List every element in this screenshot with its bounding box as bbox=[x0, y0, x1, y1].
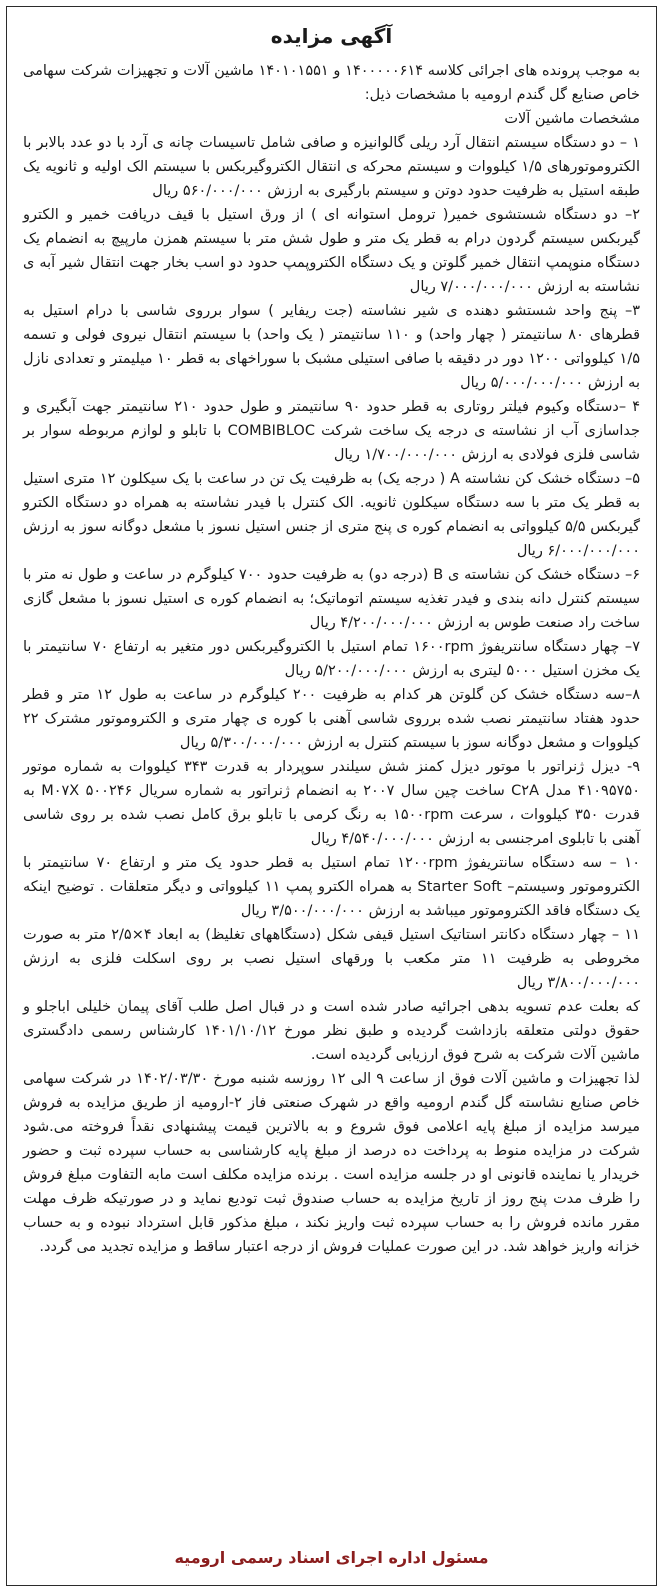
item-5-paragraph: ۵– دستگاه خشک کن نشاسته A ( درجه یک) به ظرفیت یک تن در ساعت با یک سیکلون ۱۲ متری استیل به قطر یک متر با سه دستگاه سیکلون ثانویه. الک کنترل با فیدر نشاسته به همراه دو دستگاه الکترو گیربکس ۵/۵ کیلوواتی به انضمام کوره ی پنج متری از جنس استیل نسوز با مشعل دوگانه سوز به ارزش ۶/۰۰۰/۰۰۰/۰۰۰ ریال bbox=[23, 471, 641, 559]
item-7-paragraph: ۷– چهار دستگاه سانتریفوژ ۱۶۰۰rpm تمام استیل با الکتروگیربکس دور متغیر به ارتفاع ۷۰ سانتیمتر با یک مخزن استیل ۵۰۰۰ لیتری به ارزش ۵/۲۰۰/۰۰۰/۰۰۰ ریال bbox=[23, 639, 640, 679]
item-9-paragraph: ۹- دیزل ژنراتور با موتور دیزل کمنز شش سیلندر سوپردار به قدرت ۳۴۳ کیلووات به شماره موتور ۴۱۰۹۵۷۵۰ مدل C۲A ساخت چین سال ۲۰۰۷ به انضمام ژنراتور به شماره سریال ۵۰۰۲۴۶ M۰۷X به قدرت ۳۵۰ کیلووات ، سرعت ۱۵۰۰rpm به رنگ کرمی با تابلو برق کامل نصب شده بر روی شاسی آهنی با تابلوی امرجنسی به ارزش ۴/۵۴۰/۰۰۰/۰۰۰ ریال bbox=[23, 759, 640, 847]
specs-heading: مشخصات ماشین آلات bbox=[504, 111, 640, 127]
closing-paragraph-terms: لذا تجهیزات و ماشین آلات فوق از ساعت ۹ الی ۱۲ روزسه شنبه مورخ ۱۴۰۲/۰۳/۳۰ در شرکت سهامی خاص صنایع نشاسته گل گندم ارومیه واقع در شهرک صنعتی فاز ۲-ارومیه از طریق مزایده به فروش میرسد مزایده از مبلغ پایه اعلامی فوق شروع و به بالاترین قیمت پیشنهادی نقداً فروخته می.شود شرکت در مزایده منوط به پرداخت ده درصد از مبلغ پایه کارشناسی به حساب سپرده ثبت و حضور خریدار یا نماینده قانونی او در جلسه مزایده است . برنده مزایده مکلف است مابه التفاوت مبلغ فروش را ظرف مدت پنج روز از تاریخ مزایده به حساب صندوق ثبت تودیع نماید و در صورتیکه ظرف مهلت مقرر مانده فروش را به حساب سپرده ثبت واریز نکند ، مبلغ مذکور قابل استرداد نبوده و به حساب خزانه واریز خواهد شد. در این صورت عملیات فروش از درجه اعتبار ساقط و مزایده تجدید می گردد. bbox=[23, 1071, 640, 1255]
item-2-paragraph: ۲– دو دستگاه شستشوی خمیر( ترومل استوانه ای ) از ورق استیل با قیف دریافت خمیر و الکترو گیربکس سیستم گردون درام به قطر یک متر و طول شش متر با سیستم همزن مارپیچ به انضمام یک دستگاه منوپمپ انتقال خمیر گلوتن و یک دستگاه الکتروپمپ حدود دو اسب بخار جهت انتقال شیر آبه ی نشاسته به ارزش ۷/۰۰۰/۰۰۰/۰۰۰ ریال bbox=[23, 207, 640, 295]
item-3-paragraph: ۳– پنج واحد شستشو دهنده ی شیر نشاسته (جت ریفایر ) سوار برروی شاسی با درام استیل به قطرهای ۸۰ سانتیمتر ( چهار واحد) و ۱۱۰ سانتیمتر ( یک واحد) با سیستم انتقال نیروی فولی و تسمه ۱/۵ کیلوواتی ۱۲۰۰ دور در دقیقه با صافی استیلی مشبک با سوراخهای به قطر ۱۰ میلیمتر و تعدادی نازل به ارزش ۵/۰۰۰/۰۰۰/۰۰۰ ریال bbox=[23, 303, 640, 391]
page-title: آگهی مزایده bbox=[270, 24, 393, 48]
machinery-list bbox=[23, 131, 640, 995]
item-1-paragraph: ۱ – دو دستگاه سیستم انتقال آرد ریلی گالوانیزه و صافی شامل تاسیسات چانه ی آرد با دو عدد بالابر با الکتروموتورهای ۱/۵ کیلووات و سیستم محرکه ی انتقال الکتروگیربکس با سیستم الک اولیه و ثانویه یک طبقه استیل به ظرفیت حدود دوتن و سیستم بارگیری به ارزش ۵۶۰/۰۰۰/۰۰۰ ریال bbox=[23, 135, 640, 199]
item-4-paragraph: ۴ –دستگاه وکیوم فیلتر روتاری به قطر حدود ۹۰ سانتیمتر و طول حدود ۲۱۰ سانتیمتر جهت آبگیری و جداسازی آب از نشاسته ی درجه یک ساخت شرکت COMBIBLOC با تابلو و لوازم مربوطه سوار بر شاسی فلزی فولادی به ارزش ۱/۷۰۰/۰۰۰/۰۰۰ ریال bbox=[23, 399, 640, 463]
item-8-paragraph: ۸–سه دستگاه خشک کن گلوتن هر کدام به ظرفیت ۲۰۰ کیلوگرم در ساعت به طول ۱۲ متر و قطر حدود هفتاد سانتیمتر نصب شده برروی شاسی آهنی با کوره ی چهار متری و الکتروموتور مشترک ۲۲ کیلووات و مشعل دوگانه سوز با سیستم کنترل به ارزش ۵/۳۰۰/۰۰۰/۰۰۰ ریال bbox=[23, 687, 640, 751]
item-6-paragraph: ۶– دستگاه خشک کن نشاسته ی B (درجه دو) به ظرفیت حدود ۷۰۰ کیلوگرم در ساعت و طول نه متر با سیستم کنترل دانه بندی و فیدر تغذیه سیستم اتوماتیک؛ به انضمام کوره ی استیل نسوز با مشعل گازی ساخت راد صنعت طوس به ارزش ۴/۲۰۰/۰۰۰/۰۰۰ ریال bbox=[23, 567, 640, 631]
signature: مسئول اداره اجرای اسناد رسمی ارومیه bbox=[174, 1548, 489, 1567]
closing-paragraph-legal: که بعلت عدم تسویه بدهی اجرائیه صادر شده است و در قبال اصل طلب آقای پیمان خلیلی اباجلو و حقوق دولتی متعلقه بازداشت گردیده و طبق نظر مورخ ۱۴۰۱/۱۰/۱۲ کارشناس رسمی دادگستری ماشین آلات شرکت به شرح فوق ارزیابی گردیده است. bbox=[23, 999, 641, 1063]
item-10-paragraph: ۱۰ – سه دستگاه سانتریفوژ ۱۲۰۰rpm تمام استیل به قطر حدود یک متر و ارتفاع ۷۰ سانتیمتر با الکتروموتور وسیستم– Starter Soft به همراه الکترو پمپ ۱۱ کیلوواتی و دیگر متعلقات . توضیح اینکه یک دستگاه فاقد الکتروموتور میباشد به ارزش ۳/۵۰۰/۰۰۰/۰۰۰ ریال bbox=[23, 855, 641, 919]
intro-paragraph: به موجب پرونده های اجرائی کلاسه ۱۴۰۰۰۰۰۶۱۴ و ۱۴۰۱۰۱۵۵۱ ماشین آلات و تجهیزات شرکت سهامی خاص صنایع گل گندم ارومیه با مشخصات ذیل: bbox=[23, 63, 640, 103]
item-11-paragraph: ۱۱ – چهار دستگاه دکانتر استاتیک استیل قیفی شکل (دستگاههای تغلیظ) به ابعاد ۴×۲/۵ متر به صورت مخروطی به ظرفیت ۱۱ متر مکعب با ورقهای استیل نصب بر روی اسکلت فلزی به ارزش ۳/۸۰۰/۰۰۰/۰۰۰ ریال bbox=[23, 927, 641, 991]
auction-notice bbox=[6, 6, 657, 1586]
